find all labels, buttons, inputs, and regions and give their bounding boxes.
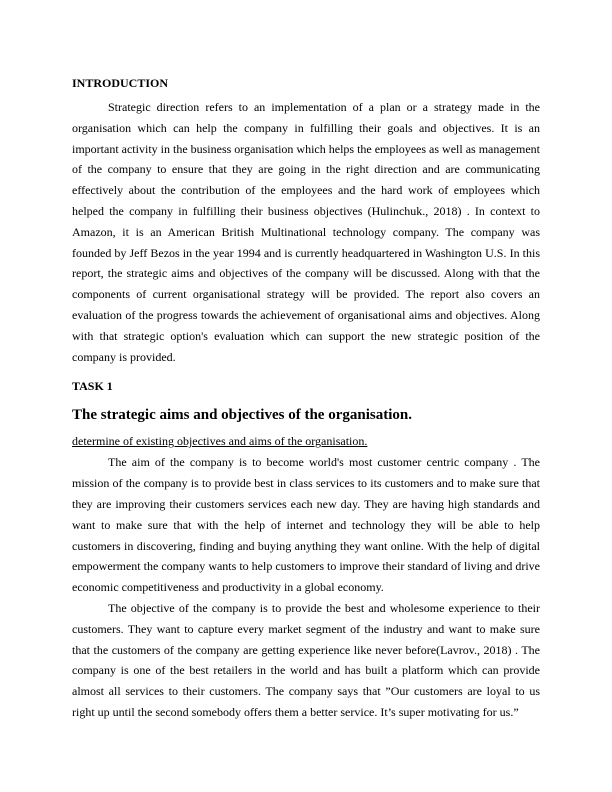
aim-paragraph: The aim of the company is to become world's most customer centric company . The mission of the company is to provide best in class services to its customers and to make sure that they are improving their customers services each new day. They are having high standards and want to make sure that with the help of internet and technology they will be able to help customers in discovering, finding and buying anything they want online. With the help of digital empowerment the company wants to help customers to improve their standard of living and drive economic competitiveness and productivity in a global economy. [72, 455, 540, 595]
task-heading: TASK 1 [72, 379, 113, 394]
objective-paragraph: The objective of the company is to provide the best and wholesome experience to their customers. They want to capture every market segment of the industry and want to make sure that the customers of the company are getting experience like never before(Lavrov., 2018) . The company is one of the best retailers in the world and has built a platform which can provide almost all services to their customers. The company says that ”Our customers are loyal to us right up until the second somebody offers them a better service. It’s super motivating for us.” [72, 600, 540, 719]
introduction-heading: INTRODUCTION [72, 76, 169, 90]
section-title: The strategic aims and objectives of the organisation. [72, 407, 412, 424]
subsection-heading: determine of existing objectives and aims of the organisation. [72, 434, 368, 449]
introduction-paragraph: Strategic direction refers to an implementation of a plan or a strategy made in the organisation which can help the company in fulfilling their goals and objectives. It is an important activity in the business organisation which helps the employees as well as management of the company to ensure that they are going in the right direction and are communicating effectively about the contribution of the employees and the hard work of employees which helped the company in fulfilling their business objectives (Hulinchuk., 2018) . In context to Amazon, it is an American British Multinational technology company. The company was founded by Jeff Bezos in the year 1994 and is currently headquartered in Washington U.S. In this report, the strategic aims and objectives of the company will be discussed. Along with that the components of current organisational strategy will be provided. The report also covers an evaluation of the progress towards the achievement of organisational aims and objectives. Along with that strategic option's evaluation which can support the new strategic position of the company is provided. [72, 100, 541, 364]
document-body [72, 76, 540, 723]
